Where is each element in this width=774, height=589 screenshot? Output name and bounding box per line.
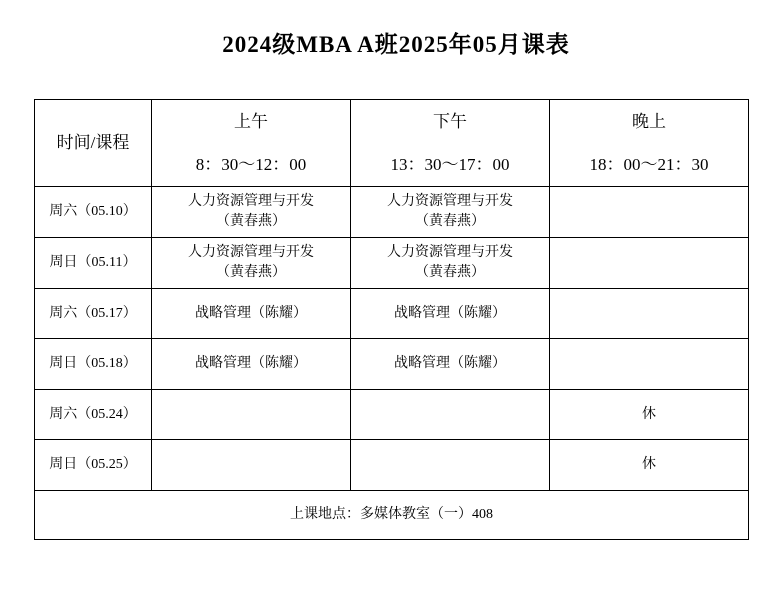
afternoon-session-cell [351, 187, 550, 238]
date-cell [35, 339, 152, 390]
morning-session-cell [152, 339, 351, 390]
schedule-row [35, 238, 749, 289]
footer-row [35, 491, 749, 540]
evening-session-cell [550, 289, 749, 339]
session-line: （黄春燕） [415, 214, 485, 229]
date-label: 周六（05.24） [49, 406, 137, 422]
schedule-row [35, 390, 749, 440]
date-label: 周日（05.25） [49, 457, 137, 472]
session-line: 战略管理（陈耀） [195, 305, 307, 321]
evening-session-cell [550, 339, 749, 390]
session-line: 战略管理（陈耀） [195, 356, 307, 371]
afternoon-session-cell [351, 339, 550, 390]
evening-session-cell [550, 440, 749, 491]
session-line: 战略管理（陈耀） [394, 356, 506, 371]
header-row [35, 100, 749, 187]
date-label: 周日（05.18） [49, 356, 137, 371]
session-line: 休 [642, 406, 656, 422]
period-time: 8：30～12：00 [195, 154, 307, 174]
date-cell [35, 440, 152, 491]
session-line: 休 [642, 457, 656, 472]
evening-header-cell [550, 100, 749, 187]
schedule-row [35, 187, 749, 238]
date-label: 周六（05.17） [49, 305, 137, 321]
location-text: 上课地点：多媒体教室（一）408 [290, 507, 493, 522]
afternoon-session-cell [351, 440, 550, 491]
period-time: 18：00～21：30 [589, 154, 709, 174]
schedule-table [34, 99, 749, 540]
evening-session-cell [550, 390, 749, 440]
evening-session-cell [550, 238, 749, 289]
afternoon-session-cell [351, 289, 550, 339]
session-line: （黄春燕） [216, 214, 286, 229]
date-label: 周六（05.10） [49, 204, 137, 219]
session-line: 人力资源管理与开发 [188, 194, 314, 209]
session-line: 人力资源管理与开发 [387, 245, 513, 260]
page-title: 2024级MBA A班2025年05月课表 [222, 32, 570, 57]
location-cell [35, 491, 749, 540]
afternoon-session-cell [351, 238, 550, 289]
date-cell [35, 390, 152, 440]
session-line: 战略管理（陈耀） [394, 305, 506, 321]
date-label: 周日（05.11） [49, 255, 137, 270]
morning-header-cell [152, 100, 351, 187]
period-time: 13：30～17：00 [390, 154, 510, 174]
morning-session-cell [152, 390, 351, 440]
corner-label: 时间/课程 [56, 133, 130, 152]
period-name: 下午 [433, 111, 467, 131]
morning-session-cell [152, 440, 351, 491]
corner-header-cell [35, 100, 152, 187]
evening-session-cell [550, 187, 749, 238]
session-line: （黄春燕） [216, 265, 286, 280]
session-line: 人力资源管理与开发 [188, 245, 314, 260]
morning-session-cell [152, 238, 351, 289]
morning-session-cell [152, 289, 351, 339]
period-name: 上午 [234, 111, 268, 131]
date-cell [35, 187, 152, 238]
schedule-row [35, 289, 749, 339]
afternoon-session-cell [351, 390, 550, 440]
afternoon-header-cell [351, 100, 550, 187]
date-cell [35, 289, 152, 339]
period-name: 晚上 [632, 111, 666, 131]
date-cell [35, 238, 152, 289]
morning-session-cell [152, 187, 351, 238]
session-line: 人力资源管理与开发 [387, 194, 513, 209]
schedule-row [35, 339, 749, 390]
schedule-row [35, 440, 749, 491]
session-line: （黄春燕） [415, 265, 485, 280]
